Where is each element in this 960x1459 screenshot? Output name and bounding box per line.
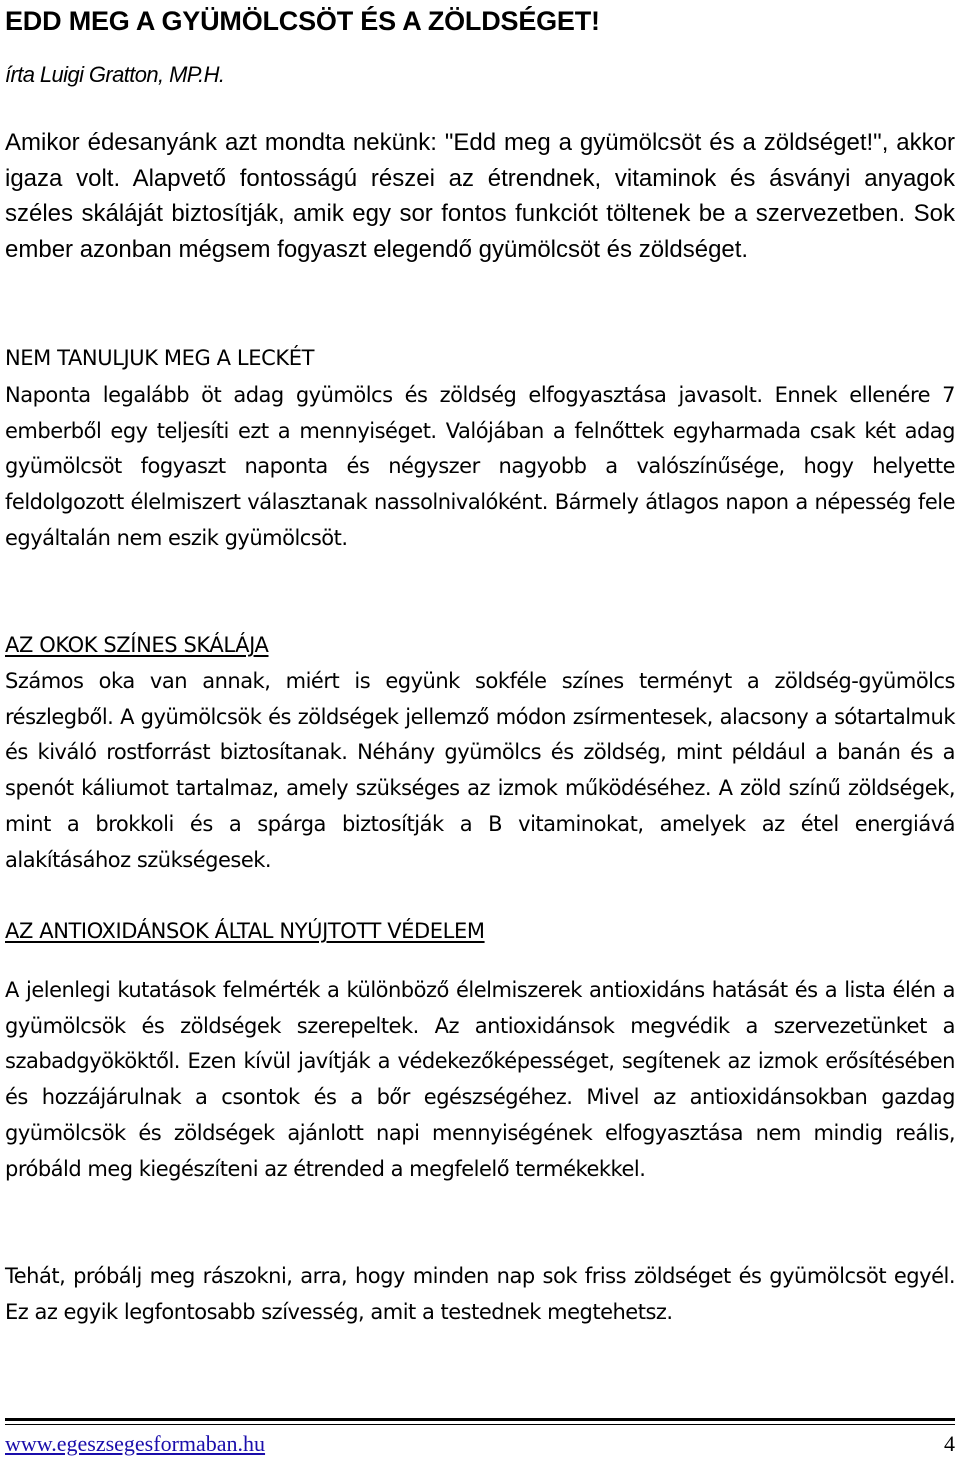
document-title: EDD MEG A GYÜMÖLCSÖT ÉS A ZÖLDSÉGET! (5, 6, 600, 36)
section-body-antioxidants: A jelenlegi kutatások felmérték a különböző élelmiszerek antioxidáns hatását és a lista élén a gyümölcsök és zöldségek szerepeltek. Az antioxidánsok megvédik a szervezetünket a szabadgyököktől. Ezen kívül javítják a védekezőképességet, segítenek az izmok erősítésében és hozzájárulnak a csontok és a bőr egészségéhez. Mivel az antioxidánsokban gazdag gyümölcsök és zöldségek ajánlott napi mennyiségének elfogyasztása nem mindig reális, próbáld meg kiegészíteni az étrended a megfelelő termékekkel. (5, 978, 955, 1181)
section-body-lesson: Naponta legalább öt adag gyümölcs és zöldség elfogyasztása javasolt. Ennek ellenére 7 emberből egy teljesíti ezt a mennyiséget. Valójában a felnőttek egyharmada csak két adag gyümölcsöt fogyaszt naponta és négyszer nagyobb a valószínűsége, hogy helyette feldolgozott élelmiszert választanak nassolnivalóként. Bármely átlagos napon a népesség fele egyáltalán nem eszik gyümölcsöt. (5, 383, 955, 550)
intro-paragraph: Amikor édesanyánk azt mondta nekünk: "Edd meg a gyümölcsöt és a zöldséget!", akkor igaza volt. Alapvető fontosságú részei az étrendnek, vitaminok és ásványi anyagok széles skáláját biztosítják, amik egy sor fontos funkciót töltenek be a szervezetben. Sok ember azonban mégsem fogyaszt elegendő gyümölcsöt és zöldséget. (5, 129, 955, 264)
section-heading-antioxidants: AZ ANTIOXIDÁNSOK ÁLTAL NYÚJTOTT VÉDELEM (5, 919, 485, 943)
section-body-colors: Számos oka van annak, miért is együnk sokféle színes terményt a zöldség-gyümölcs részlegből. A gyümölcsök és zöldségek jellemző módon zsírmentesek, alacsony a sótartalmuk és kiváló rostforrást biztosítanak. Néhány gyümölcs és zöldség, mint például a banán és a spenót káliumot tartalmaz, amely szükséges az izmok működéséhez. A zöld színű zöldségek, mint a brokkoli és a spárga biztosítják a B vitaminokat, amelyek az étel energiává alakításához szükségesek. (5, 669, 955, 872)
footer-rule (5, 1418, 955, 1421)
author-byline: írta Luigi Gratton, MP.H. (5, 62, 225, 87)
closing-paragraph: Tehát, próbálj meg rászokni, arra, hogy minden nap sok friss zöldséget és gyümölcsöt egyél. Ez az egyik legfontosabb szívesség, amit a testednek megtehetsz. (5, 1264, 955, 1324)
section-heading-colors: AZ OKOK SZÍNES SKÁLÁJA (5, 633, 269, 657)
footer-rule-thin (5, 1424, 955, 1425)
section-heading-lesson: NEM TANULJUK MEG A LECKÉT (5, 346, 314, 370)
footer-website-link[interactable]: www.egeszsegesformaban.hu (5, 1431, 266, 1456)
page-number: 4 (944, 1431, 955, 1456)
